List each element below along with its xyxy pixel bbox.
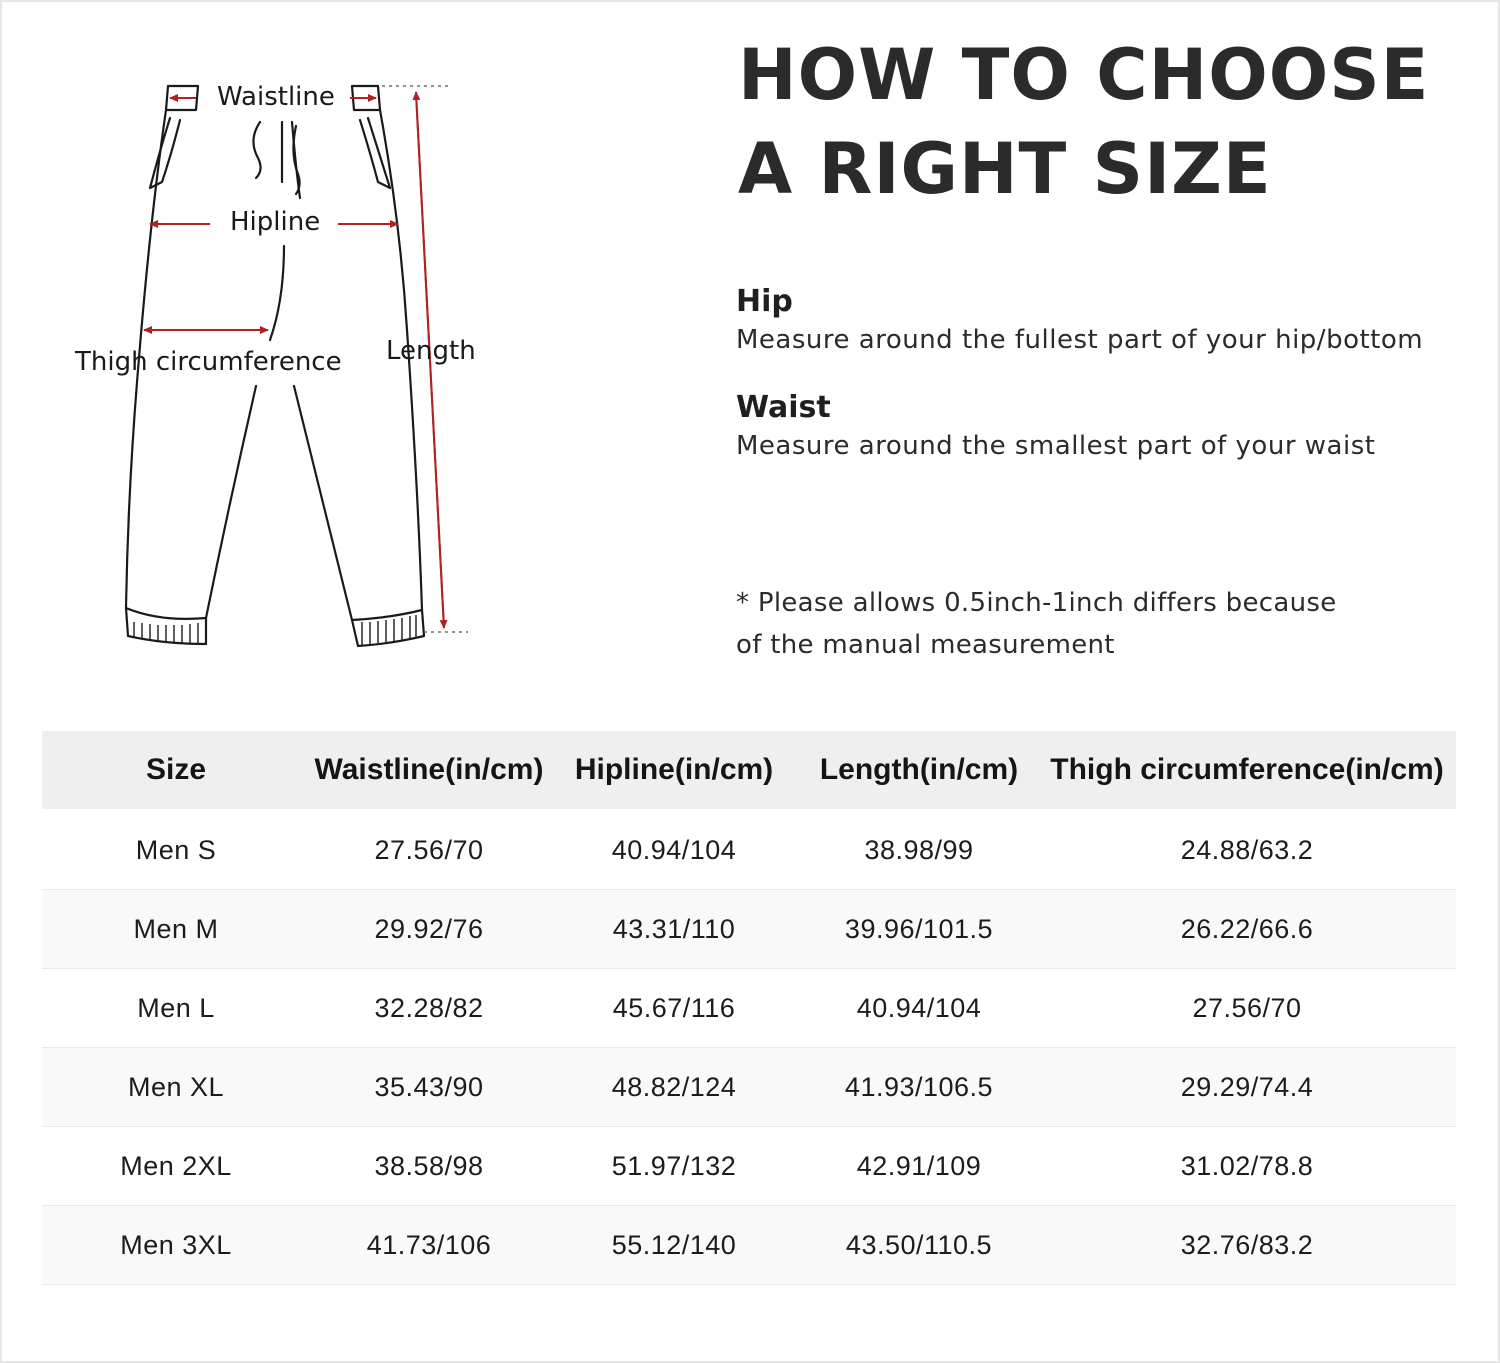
cell-hipline: 51.97/132 [548,1127,800,1206]
cell-hipline: 48.82/124 [548,1048,800,1127]
cell-hipline: 43.31/110 [548,890,800,969]
measurement-note [736,582,1337,666]
table-header-row [42,731,1456,810]
cell-waistline: 27.56/70 [310,810,548,890]
hip-guide [736,282,1476,358]
cell-hipline: 45.67/116 [548,969,800,1048]
cell-thigh: 26.22/66.6 [1038,890,1456,969]
cell-thigh: 31.02/78.8 [1038,1127,1456,1206]
cell-waistline: 29.92/76 [310,890,548,969]
cell-size: Men 3XL [42,1206,310,1285]
cell-waistline: 32.28/82 [310,969,548,1048]
cell-thigh: 29.29/74.4 [1038,1048,1456,1127]
waist-guide-text: Measure around the smallest part of your waist [736,431,1376,461]
table-row [42,1048,1456,1127]
cell-size: Men 2XL [42,1127,310,1206]
header-waistline: Waistline(in/cm) [310,731,548,810]
cell-length: 39.96/101.5 [800,890,1038,969]
waistline-label: Waistline [217,82,335,112]
note-line-1: * Please allows 0.5inch-1inch differs because [736,588,1337,618]
waist-guide [736,388,1476,464]
table-row [42,1127,1456,1206]
cell-length: 40.94/104 [800,969,1038,1048]
pants-diagram [60,70,500,670]
page-title [738,28,1478,216]
cell-length: 42.91/109 [800,1127,1038,1206]
note-line-2: of the manual measurement [736,630,1115,660]
header-length: Length(in/cm) [800,731,1038,810]
cell-size: Men S [42,810,310,890]
cell-size: Men M [42,890,310,969]
cell-size: Men XL [42,1048,310,1127]
hipline-label: Hipline [230,207,321,237]
cell-size: Men L [42,969,310,1048]
cell-length: 43.50/110.5 [800,1206,1038,1285]
title-line-2: A RIGHT SIZE [738,128,1272,210]
cell-hipline: 55.12/140 [548,1206,800,1285]
table-row [42,1206,1456,1285]
waist-guide-title: Waist [736,390,831,425]
header-size: Size [42,731,310,810]
table-row [42,890,1456,969]
cell-waistline: 35.43/90 [310,1048,548,1127]
cell-waistline: 41.73/106 [310,1206,548,1285]
cell-length: 41.93/106.5 [800,1048,1038,1127]
length-label: Length [386,336,476,366]
table-row [42,810,1456,890]
cell-hipline: 40.94/104 [548,810,800,890]
cell-waistline: 38.58/98 [310,1127,548,1206]
cell-thigh: 32.76/83.2 [1038,1206,1456,1285]
cell-thigh: 27.56/70 [1038,969,1456,1048]
thigh-label: Thigh circumference [75,347,342,377]
header-hipline: Hipline(in/cm) [548,731,800,810]
cell-length: 38.98/99 [800,810,1038,890]
header-thigh: Thigh circumference(in/cm) [1038,731,1456,810]
table-row [42,969,1456,1048]
title-line-1: HOW TO CHOOSE [738,34,1430,116]
hip-guide-text: Measure around the fullest part of your hip/bottom [736,325,1424,355]
hip-guide-title: Hip [736,284,793,319]
size-chart-table [42,731,1456,1285]
cell-thigh: 24.88/63.2 [1038,810,1456,890]
